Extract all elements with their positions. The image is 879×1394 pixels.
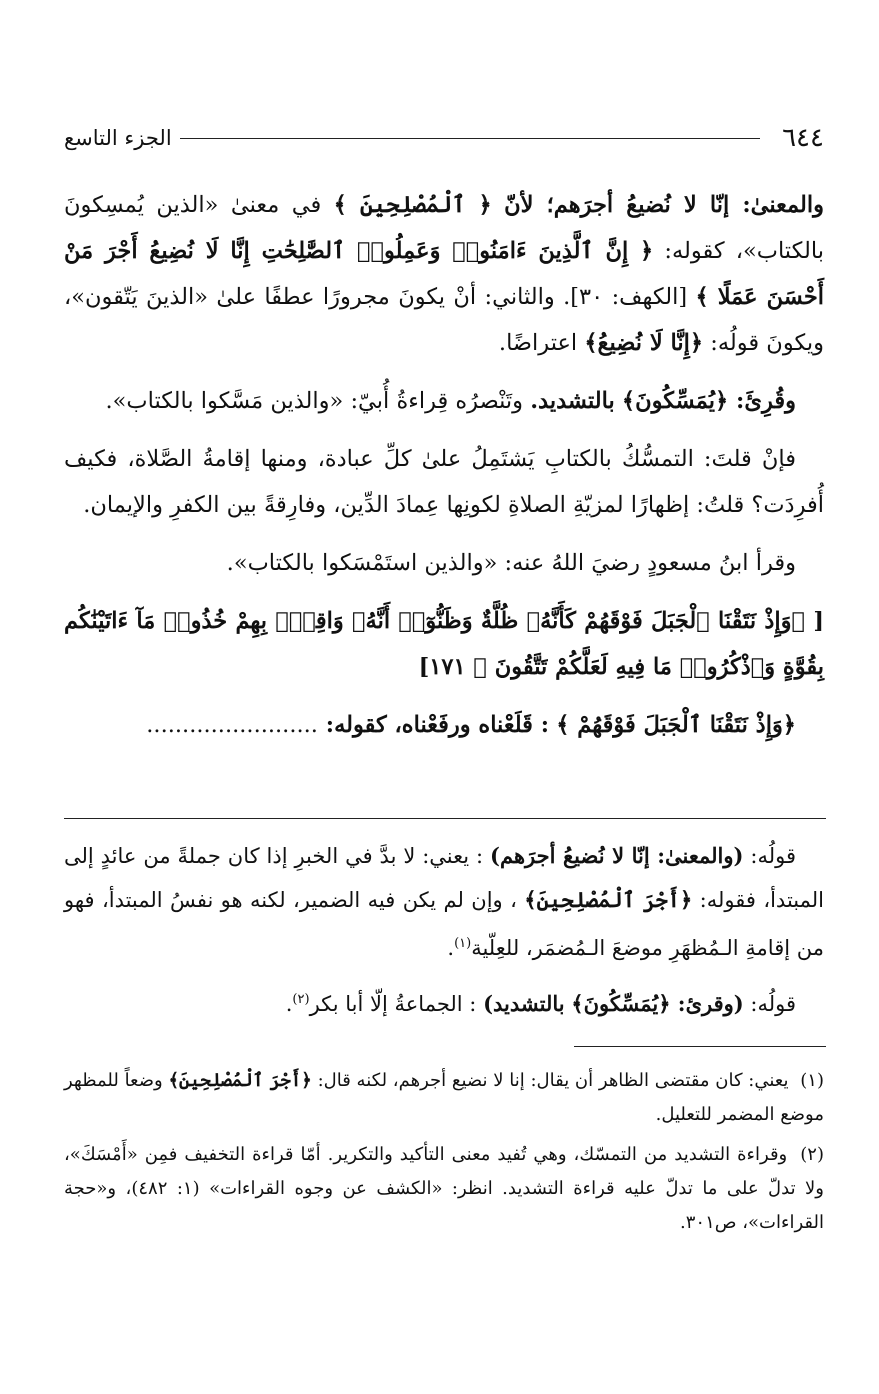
- commentary-text: ، وإن لم يكن فيه الضمير، لكنه هو نفسُ المبتدأ، فهو من إقامةِ الـمُظهَرِ موضعَ الـمُضمَر، للعِلّية: [64, 888, 824, 960]
- quran-ayah: ﴿ إِنَّ ٱلَّذِينَ ءَامَنُوا۟ وَعَمِلُوا۟ ٱلصَّٰلِحَٰتِ إِنَّا لَا نُضِيعُ أَجْرَ مَنْ أَحْسَنَ عَمَلًا ﴾: [64, 238, 825, 310]
- quran-ayah: ﴿يُمَسِّكُونَ﴾: [571, 991, 671, 1016]
- commentary-lead: قولُه:: [743, 992, 796, 1016]
- paragraph-text: وتَنْصرُه قِراءةُ أُبيّ: «والذين مَسَّكوا بالكتاب».: [105, 388, 524, 414]
- quran-ayah: ﴿ ٱلْمُصْلِحِينَ ﴾: [333, 192, 492, 218]
- section-divider: [64, 818, 826, 819]
- paragraph-text: [الكهف: ٣٠]. والثاني: أنْ يكونَ مجرورًا عطفًا علىٰ «الذينَ يَتّقون»، ويكونَ قولُه:: [64, 284, 824, 356]
- main-text: [64, 182, 824, 760]
- commentary-text: : الجماعةُ إلّا أبا بكر: [309, 992, 477, 1016]
- commentary-lead: قولُه:: [743, 844, 796, 868]
- commentary-end: .: [447, 936, 455, 960]
- footnote-number: (١): [800, 1070, 824, 1091]
- page-number: ٦٤٤: [782, 123, 824, 153]
- reading-bold: بالتشديد.: [530, 388, 615, 414]
- commentary-quote: (وقرئ:: [670, 991, 744, 1016]
- quran-ayah: ﴿يُمَسِّكُونَ﴾: [621, 388, 729, 414]
- commentary-text: : يعني: لا بدَّ في الخبرِ إذا كان جملةً من عائدٍ إلى المبتدأ، فقوله:: [64, 844, 824, 912]
- footnote-ref[interactable]: (١): [454, 936, 472, 951]
- footnote-2: [64, 1138, 824, 1240]
- ellipsis-dots: ........................: [146, 712, 318, 738]
- footnote-1: [64, 1064, 824, 1132]
- quran-ayah: ﴿وَإِذْ نَتَقْنَا ٱلْجَبَلَ فَوْقَهُمْ ﴾: [556, 712, 796, 738]
- commentary-end: .: [285, 992, 293, 1016]
- paragraph-text: : قَلَعْناه ورفَعْناه، كقوله:: [317, 712, 550, 738]
- commentary-quote: بالتشديد): [483, 991, 565, 1016]
- meaning-lead: والمعنىٰ: إنّا لا نُضيعُ أجرَهم؛ لأنّ: [504, 192, 825, 218]
- commentary-quote: (والمعنىٰ: إنّا لا نُضيعُ أجرَهم): [490, 843, 744, 868]
- paragraph-reading: [64, 378, 824, 424]
- footnote-text: يعني: كان مقتضى الظاهر أن يقال: إنا لا نضيع أجرهم، لكنه قال:: [311, 1070, 789, 1091]
- reading-lead: وقُرِئَ:: [728, 388, 796, 414]
- footnote-divider: [574, 1046, 826, 1047]
- footnote-text: وضعاً للمظهر موضع المضمر للتعليل.: [64, 1070, 824, 1125]
- paragraph-question: فإنْ قلتَ: التمسُّكُ بالكتابِ يَشتَمِلُ علىٰ كلِّ عبادة، ومنها إقامةُ الصَّلاة، فكيف أُفرِدَت؟ قلتُ: إظهارًا لمزيّةِ الصلاةِ لكونِها عِمادَ الدِّين، وفارِقةً بين الكفرِ والإيمان.: [64, 446, 824, 518]
- commentary-section: [64, 834, 824, 1034]
- quran-ayah: ﴿أَجْرَ ٱلْمُصْلِحِينَ﴾: [524, 887, 693, 912]
- running-title: الجزء التاسع: [64, 126, 172, 150]
- paragraph-ibn-masud: وقرأ ابنُ مسعودٍ رضيَ اللهُ عنه: «والذين استَمْسَكوا بالكتاب».: [226, 550, 796, 576]
- page-header: [64, 118, 824, 158]
- quran-verse-171: [ ﴿وَإِذْ نَتَقْنَا ٱلْجَبَلَ فَوْقَهُمْ كَأَنَّهُۥ ظُلَّةٌ وَظَنُّوٓا۟ أَنَّهُۥ وَاقِعٌۢ بِهِمْ خُذُوا۟ مَآ ءَاتَيْنَٰكُم بِقُوَّةٍ وَٱذْكُرُوا۟ مَا فِيهِ لَعَلَّكُمْ تَتَّقُونَ ﴾ ١٧١]: [64, 608, 824, 680]
- footnote-text: وقراءة التشديد من التمسّك، وهي تُفيد معنى التأكيد والتكرير. أمّا قراءة التخفيف فمِن «أَمْسَكَ»، ولا تدلّ على ما تدلّ عليه قراءة التشديد. انظر: «الكشف عن وجوه القراءات» (١: ٤٨٢)، و«حجة القراءات»، ص٣٠١.: [64, 1144, 824, 1233]
- footnote-ref[interactable]: (٢): [292, 992, 310, 1007]
- footnotes-section: [64, 1064, 824, 1246]
- footnote-number: (٢): [800, 1144, 824, 1165]
- header-rule: [180, 138, 760, 139]
- commentary-paragraph: [64, 834, 824, 970]
- commentary-paragraph: [64, 978, 824, 1026]
- paragraph-text: في معنىٰ «الذين يُمسِكونَ بالكتاب»، كقوله:: [64, 192, 824, 264]
- quran-ayah: ﴿أَجْرَ ٱلْمُصْلِحِينَ﴾: [168, 1070, 312, 1091]
- paragraph-meaning: [64, 182, 824, 366]
- quran-ayah: ﴿إِنَّا لَا نُضِيعُ﴾: [584, 330, 704, 356]
- paragraph-verse-comment: [64, 702, 824, 748]
- paragraph-text: اعتراضًا.: [498, 330, 578, 356]
